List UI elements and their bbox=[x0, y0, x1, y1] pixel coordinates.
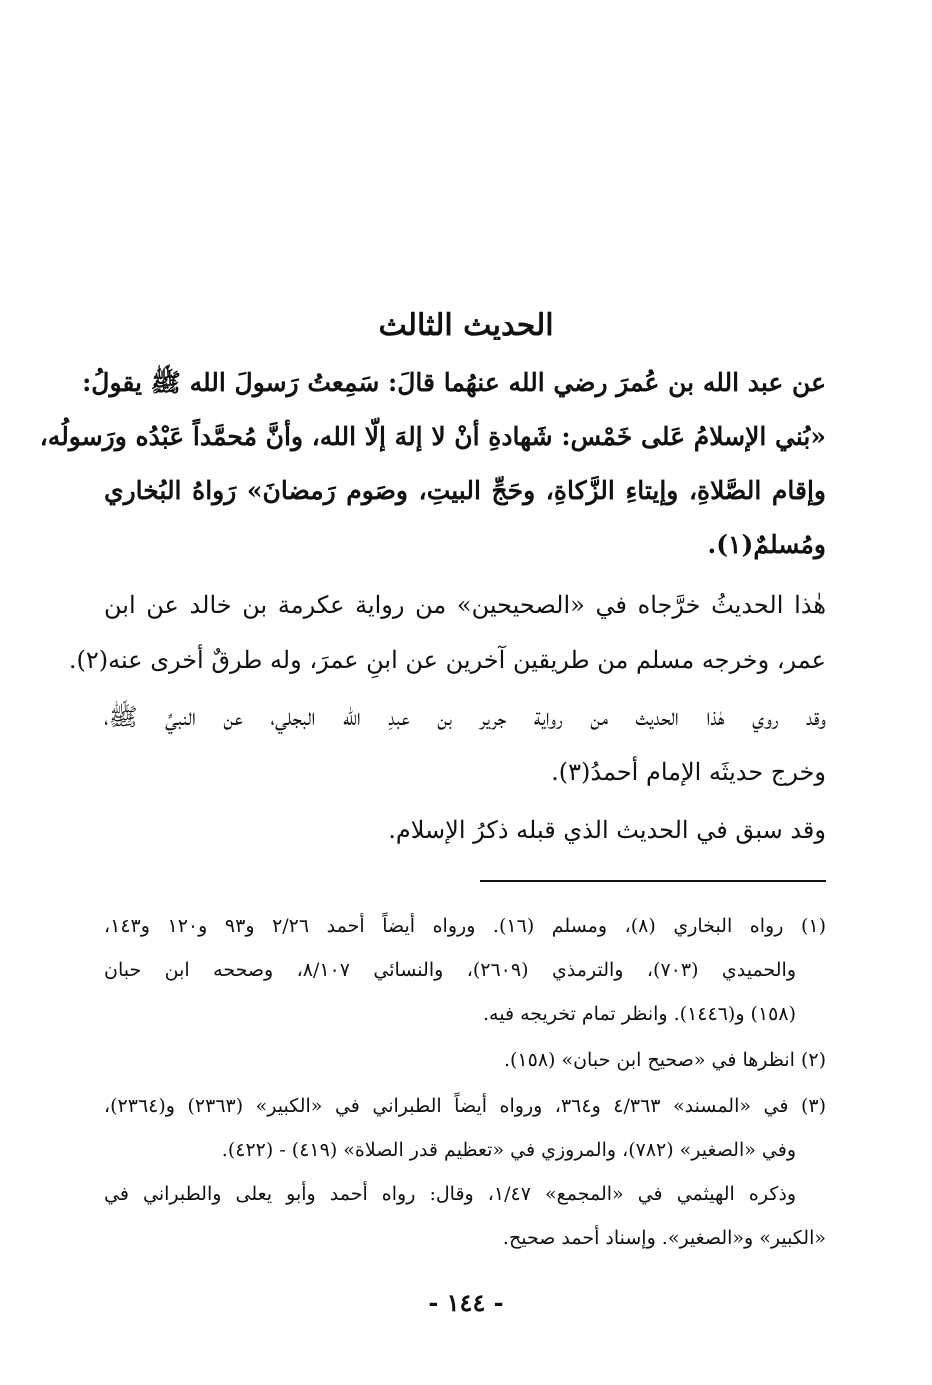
footnote-line: والحميدي (٧٠٣)، والترمذي (٢٦٠٩)، والنسائي ٨/١٠٧، وصححه ابن حبان bbox=[104, 959, 796, 981]
footnote-line: «الكبير» و«الصغير». وإسناد أحمد صحيح. bbox=[502, 1227, 826, 1249]
paragraph-line: عمر، وخرجه مسلم من طريقين آخرين عن ابنِ عمرَ، وله طرقٌ أخرى عنه(٢). bbox=[68, 646, 826, 674]
hadith-line: عن عبد الله بن عُمرَ رضي الله عنهُما قالَ: سَمِعتُ رَسولَ الله ﷺ يقولُ: bbox=[82, 368, 826, 397]
commentary-paragraph-2 bbox=[104, 690, 826, 800]
footnote-3 bbox=[104, 1084, 826, 1260]
page-number: - ١٤٤ - bbox=[428, 1288, 504, 1317]
footnote-divider bbox=[480, 880, 826, 882]
footnote-1 bbox=[104, 904, 826, 1036]
footnote-line: (١) رواه البخاري (٨)، ومسلم (١٦). ورواه أيضاً أحمد ٢/٢٦ و٩٣ و١٢٠ و١٤٣، bbox=[104, 915, 827, 937]
chapter-title: الحديث الثالث bbox=[378, 308, 554, 343]
footnote-line: (١٥٨) و(١٤٤٦). وانظر تمام تخريجه فيه. bbox=[483, 1003, 796, 1025]
hadith-text bbox=[39, 356, 826, 572]
commentary-paragraph-3 bbox=[104, 803, 826, 858]
footnote-line: (٢) انظرها في «صحيح ابن حبان» (١٥٨). bbox=[503, 1049, 826, 1071]
hadith-line: ومُسلمٌ(١). bbox=[707, 530, 826, 559]
paragraph-line: هٰذا الحديثُ خرَّجاه في «الصحيحين» من رواية عكرمة بن خالد عن ابن bbox=[104, 591, 826, 619]
hadith-line: وإقام الصَّلاةِ، وإيتاءِ الزَّكاةِ، وحَجِّ البيتِ، وصَوم رَمضانَ» رَواهُ البُخاري bbox=[104, 476, 826, 505]
footnote-2 bbox=[104, 1038, 826, 1082]
footnote-line: وذكره الهيثمي في «المجمع» ١/٤٧، وقال: رواه أحمد وأبو يعلى والطبراني في bbox=[104, 1183, 797, 1205]
commentary-paragraph-1 bbox=[68, 578, 826, 688]
hadith-line: «بُني الإسلامُ عَلى خَمْس: شَهادةِ أنْ لا إلهَ إلّا الله، وأنَّ مُحمَّداً عَبْدُه ورَسولُه، bbox=[39, 422, 826, 451]
paragraph-line: وقد روي هٰذا الحديث من رواية جرير بن عبدِ الله البجلي، عن النبيِّ ﷺ، bbox=[104, 703, 826, 731]
footnote-line: وفي «الصغير» (٧٨٢)، والمروزي في «تعظيم قدر الصلاة» (٤١٩) - (٤٢٢). bbox=[221, 1139, 796, 1161]
footnote-line: (٣) في «المسند» ٤/٣٦٣ و٣٦٤، ورواه أيضاً الطبراني في «الكبير» (٢٣٦٣) و(٢٣٦٤)، bbox=[104, 1095, 827, 1117]
paragraph-line: وقد سبق في الحديث الذي قبله ذكرُ الإسلام. bbox=[388, 816, 826, 844]
paragraph-line: وخرج حديثَه الإمام أحمدُ(٣). bbox=[551, 758, 826, 786]
